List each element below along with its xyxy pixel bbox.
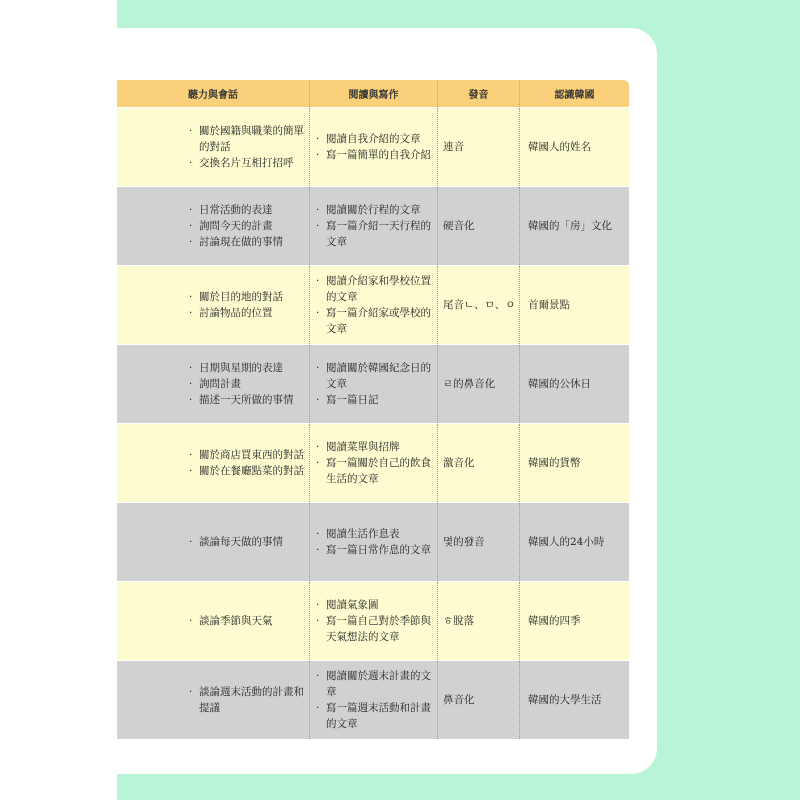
list-item-text: 閱讀氣象圖	[326, 599, 379, 611]
bullet-mark: ·	[316, 599, 320, 611]
list-item	[189, 218, 283, 234]
list-item	[316, 321, 431, 337]
list-item-text: 談論週末活動的計畫和	[199, 686, 304, 698]
bullet-mark: ·	[316, 275, 320, 287]
list-item	[189, 123, 304, 139]
culture-cell	[520, 108, 629, 186]
bullet-mark: ·	[316, 204, 320, 216]
reading-cell-lines	[316, 202, 431, 250]
bullet-mark: ·	[189, 307, 193, 319]
list-item-text: 寫一篇週末活動和計畫	[326, 702, 431, 714]
pronunciation-cell	[438, 108, 520, 186]
table-row	[117, 582, 629, 661]
bullet-mark: ·	[189, 378, 193, 390]
pronunciation-cell	[438, 661, 520, 739]
bullet-mark: ·	[316, 615, 320, 627]
list-item-text: 詢問今天的計畫	[199, 220, 273, 232]
list-item	[316, 234, 431, 250]
list-item-text: 關於目的地的對話	[199, 291, 283, 303]
header-reading-writing: 閱讀與寫作	[310, 80, 438, 107]
list-item-text: 閱讀自我介紹的文章	[326, 133, 421, 145]
list-item-text: 的文章	[326, 291, 358, 303]
list-item-text: 討論物品的位置	[199, 307, 273, 319]
reading-cell-lines	[316, 668, 431, 732]
pronunciation-cell-text: 連音	[443, 141, 464, 153]
list-item-text: 日常活動的表達	[199, 204, 273, 216]
list-item-text: 章	[326, 686, 337, 698]
list-item-text: 閱讀關於韓國紀念日的	[326, 362, 431, 374]
bullet-mark: ·	[316, 670, 320, 682]
list-item-text: 文章	[326, 323, 347, 335]
bullet-mark: ·	[316, 394, 320, 406]
list-item	[316, 613, 431, 629]
listening-cell	[117, 345, 310, 423]
table-header-row	[117, 80, 629, 108]
pronunciation-cell-text: 激音化	[443, 457, 475, 469]
list-item	[316, 218, 431, 234]
listening-cell-lines	[189, 202, 283, 250]
list-item	[316, 376, 431, 392]
culture-cell-text: 韓國的「房」文化	[528, 220, 612, 232]
pronunciation-cell-text: 鼻音化	[443, 694, 475, 706]
list-item-text: 日期與星期的表達	[199, 362, 283, 374]
culture-cell	[520, 661, 629, 739]
list-item	[189, 202, 283, 218]
listening-cell-lines	[189, 447, 304, 479]
list-item-text: 寫一篇日常作息的文章	[326, 544, 431, 556]
bullet-mark: ·	[189, 465, 193, 477]
bullet-mark: ·	[316, 133, 320, 145]
listening-cell-lines	[189, 534, 283, 550]
list-item	[316, 147, 431, 163]
bullet-mark: ·	[316, 307, 320, 319]
bullet-mark: ·	[189, 236, 193, 248]
reading-cell	[310, 345, 438, 423]
list-item-text: 關於商店買東西的對話	[199, 449, 304, 461]
bullet-mark	[316, 471, 326, 487]
list-item	[316, 131, 431, 147]
list-item	[316, 392, 431, 408]
bullet-mark: ·	[189, 204, 193, 216]
reading-cell	[310, 503, 438, 581]
header-pronunciation: 發音	[438, 80, 520, 107]
list-item	[316, 700, 431, 716]
list-item-text: 閱讀菜單與招牌	[326, 441, 400, 453]
list-item	[316, 360, 431, 376]
list-item-text: 的對話	[199, 141, 231, 153]
reading-cell-lines	[316, 439, 431, 487]
pronunciation-cell-text: 尾音ㄴ、ㅁ、ㅇ	[443, 299, 516, 311]
bullet-mark: ·	[316, 528, 320, 540]
pronunciation-cell-text: 硬音化	[443, 220, 475, 232]
bullet-mark: ·	[189, 686, 193, 698]
list-item	[316, 684, 431, 700]
list-item	[189, 305, 283, 321]
culture-cell-text: 首爾景點	[528, 299, 570, 311]
bullet-mark	[189, 139, 199, 155]
reading-cell	[310, 266, 438, 344]
culture-cell	[520, 266, 629, 344]
list-item-text: 談論每天做的事情	[199, 536, 283, 548]
list-item	[189, 392, 294, 408]
reading-cell	[310, 108, 438, 186]
pronunciation-cell	[438, 424, 520, 502]
reading-cell	[310, 187, 438, 265]
listening-cell-lines	[189, 360, 294, 408]
bullet-mark	[189, 700, 199, 716]
listening-cell	[117, 266, 310, 344]
listening-cell	[117, 582, 310, 660]
header-listening-speaking: 聽力與會話	[117, 80, 310, 107]
list-item-text: 寫一篇自己對於季節與	[326, 615, 431, 627]
list-item	[189, 234, 283, 250]
pronunciation-cell	[438, 503, 520, 581]
list-item-text: 描述一天所做的事情	[199, 394, 294, 406]
bullet-mark	[316, 629, 326, 645]
pronunciation-cell-text: ㄹ的鼻音化	[443, 378, 496, 390]
bullet-mark: ·	[189, 220, 193, 232]
listening-cell	[117, 187, 310, 265]
list-item-text: 文章	[326, 236, 347, 248]
listening-cell-lines	[189, 613, 273, 629]
pronunciation-cell-text: 몇的發音	[443, 536, 485, 548]
list-item-text: 詢問計畫	[199, 378, 241, 390]
list-item	[189, 360, 294, 376]
list-item-text: 寫一篇關於自己的飲食	[326, 457, 431, 469]
table-row	[117, 345, 629, 424]
bullet-mark: ·	[189, 291, 193, 303]
listening-cell-lines	[189, 289, 283, 321]
list-item	[316, 305, 431, 321]
list-item	[316, 202, 431, 218]
reading-cell-lines	[316, 360, 431, 408]
list-item-text: 寫一篇介紹一天行程的	[326, 220, 431, 232]
bullet-mark: ·	[189, 125, 193, 137]
table-row	[117, 108, 629, 187]
table-row	[117, 424, 629, 503]
pronunciation-cell	[438, 345, 520, 423]
reading-cell	[310, 661, 438, 739]
bullet-mark: ·	[316, 457, 320, 469]
bullet-mark	[316, 321, 326, 337]
listening-cell	[117, 661, 310, 739]
bullet-mark: ·	[316, 362, 320, 374]
list-item-text: 閱讀介紹家和學校位置	[326, 275, 431, 287]
list-item	[189, 613, 273, 629]
bullet-mark: ·	[316, 544, 320, 556]
curriculum-table	[117, 80, 629, 740]
bullet-mark: ·	[316, 441, 320, 453]
list-item	[189, 463, 304, 479]
list-item	[316, 471, 431, 487]
list-item	[316, 716, 431, 732]
culture-cell-text: 韓國的大學生活	[528, 694, 602, 706]
listening-cell	[117, 424, 310, 502]
listening-cell-lines	[189, 684, 304, 716]
list-item-text: 天氣想法的文章	[326, 631, 400, 643]
culture-cell	[520, 503, 629, 581]
culture-cell	[520, 187, 629, 265]
listening-cell	[117, 108, 310, 186]
list-item	[316, 668, 431, 684]
pronunciation-cell-text: ㅎ脫落	[443, 615, 475, 627]
bullet-mark: ·	[189, 449, 193, 461]
culture-cell-text: 韓國人的24小時	[528, 536, 605, 548]
reading-cell	[310, 424, 438, 502]
table-row	[117, 187, 629, 266]
list-item-text: 閱讀關於週末計畫的文	[326, 670, 431, 682]
list-item	[189, 447, 304, 463]
culture-cell-text: 韓國人的姓名	[528, 141, 591, 153]
culture-cell	[520, 424, 629, 502]
bullet-mark	[316, 376, 326, 392]
bullet-mark: ·	[189, 157, 193, 169]
list-item	[189, 376, 294, 392]
reading-cell-lines	[316, 526, 431, 558]
list-item	[316, 542, 431, 558]
list-item	[189, 684, 304, 700]
list-item-text: 交換名片互相打招呼	[199, 157, 294, 169]
list-item	[316, 597, 431, 613]
list-item-text: 閱讀生活作息表	[326, 528, 400, 540]
list-item	[189, 700, 304, 716]
list-item	[189, 155, 304, 171]
list-item	[189, 534, 283, 550]
bullet-mark	[316, 716, 326, 732]
table-row	[117, 503, 629, 582]
bullet-mark: ·	[316, 220, 320, 232]
reading-cell-lines	[316, 273, 431, 337]
listening-cell	[117, 503, 310, 581]
list-item-text: 文章	[326, 378, 347, 390]
list-item-text: 討論現在做的事情	[199, 236, 283, 248]
table-body	[117, 108, 629, 740]
list-item	[316, 629, 431, 645]
header-korea-culture: 認識韓國	[554, 90, 595, 101]
pronunciation-cell	[438, 582, 520, 660]
bullet-mark	[316, 684, 326, 700]
table-row	[117, 661, 629, 740]
bullet-mark: ·	[189, 536, 193, 548]
reading-cell-lines	[316, 597, 431, 645]
list-item	[316, 526, 431, 542]
bullet-mark: ·	[189, 615, 193, 627]
list-item-text: 寫一篇介紹家或學校的	[326, 307, 431, 319]
bullet-mark: ·	[189, 394, 193, 406]
list-item-text: 談論季節與天氣	[199, 615, 273, 627]
table-row	[117, 266, 629, 345]
culture-cell-text: 韓國的貨幣	[528, 457, 581, 469]
list-item-text: 關於國籍與職業的簡單	[199, 125, 304, 137]
bullet-mark: ·	[316, 702, 320, 714]
pronunciation-cell	[438, 187, 520, 265]
list-item	[316, 289, 431, 305]
list-item-text: 寫一篇日記	[326, 394, 379, 406]
list-item	[316, 455, 431, 471]
reading-cell	[310, 582, 438, 660]
list-item-text: 關於在餐廳點菜的對話	[199, 465, 304, 477]
bullet-mark: ·	[316, 149, 320, 161]
list-item	[189, 289, 283, 305]
reading-cell-lines	[316, 131, 431, 163]
listening-cell-lines	[189, 123, 304, 171]
pronunciation-cell	[438, 266, 520, 344]
culture-cell-text: 韓國的四季	[528, 615, 581, 627]
bullet-mark: ·	[189, 362, 193, 374]
list-item-text: 閱讀關於行程的文章	[326, 204, 421, 216]
list-item-text: 的文章	[326, 718, 358, 730]
list-item	[316, 273, 431, 289]
list-item-text: 寫一篇簡單的自我介紹	[326, 149, 431, 161]
list-item	[189, 139, 304, 155]
bullet-mark	[316, 234, 326, 250]
culture-cell	[520, 582, 629, 660]
bullet-mark	[316, 289, 326, 305]
culture-cell-text: 韓國的公休日	[528, 378, 591, 390]
list-item-text: 生活的文章	[326, 473, 379, 485]
culture-cell	[520, 345, 629, 423]
list-item-text: 提議	[199, 702, 220, 714]
list-item	[316, 439, 431, 455]
